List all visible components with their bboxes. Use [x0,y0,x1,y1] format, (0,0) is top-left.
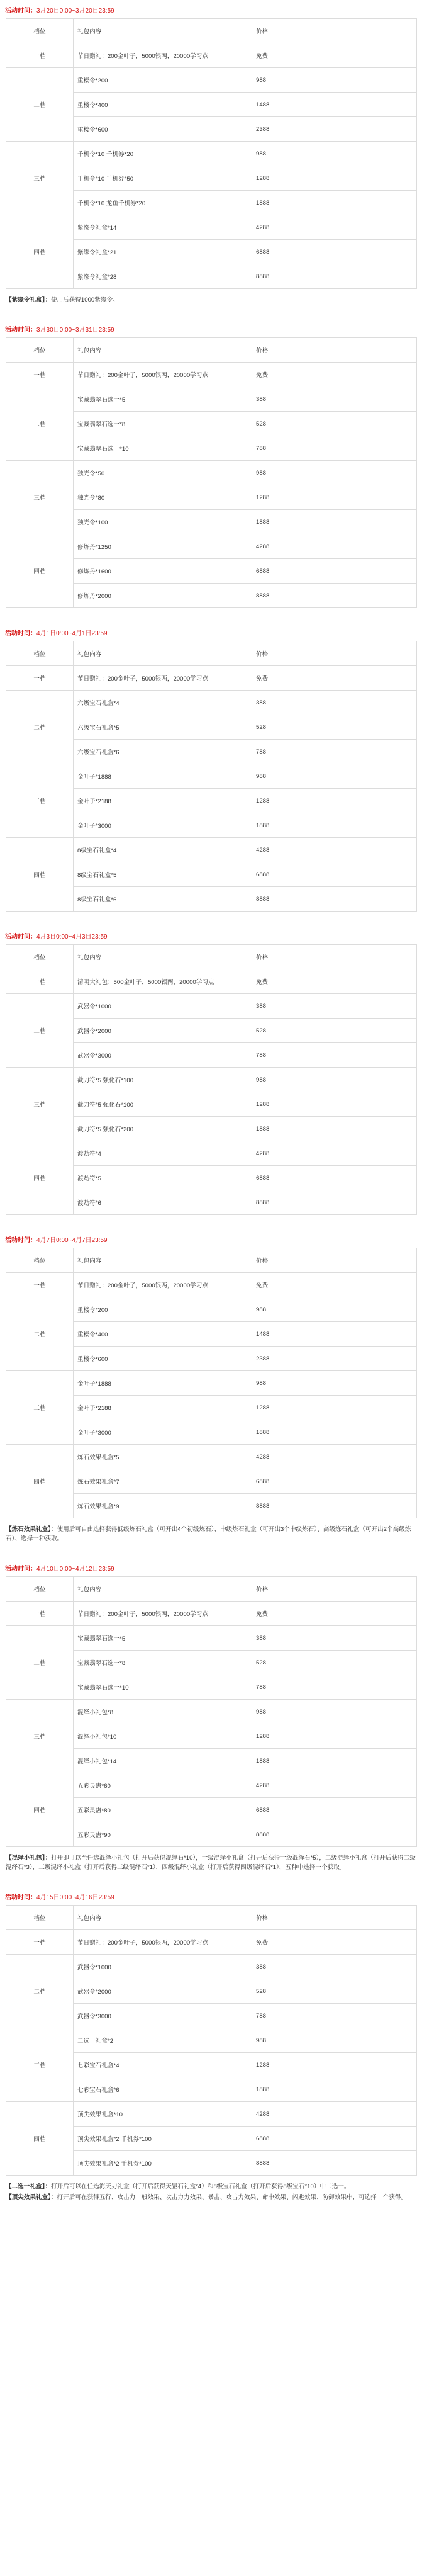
tier-name: 三档 [6,764,74,838]
pack-content: 千机令*10 千机券*50 [74,166,252,191]
pack-price: 1488 [252,1322,417,1347]
pack-price: 1488 [252,93,417,117]
pack-content: 炼石效果礼盒*9 [74,1494,252,1518]
pack-content: 宝藏翡翠石选一*5 [74,1626,252,1651]
pack-price: 6888 [252,240,417,264]
event-time-label: 活动时间： [5,1566,36,1573]
event-time-heading [0,324,422,337]
event-section [0,4,422,305]
pack-price: 528 [252,715,417,740]
pack-content: 顶尖效果礼盒*10 [74,2102,252,2127]
pack-content: 武器令*1000 [74,1955,252,1979]
table-header-row [6,1906,417,1930]
pack-content: 宝藏翡翠石选一*10 [74,1675,252,1700]
tier-name: 三档 [6,461,74,534]
table-header-row [6,945,417,969]
tier-name: 四档 [6,1141,74,1215]
header-tier: 档位 [6,641,74,666]
pack-price: 988 [252,2028,417,2053]
table-row [6,387,417,412]
gift-pack-table [6,1905,417,2176]
pack-content: 宝藏翡翠石选一*5 [74,387,252,412]
tier-name: 一档 [6,666,74,691]
pack-content: 五彩灵蛊*80 [74,1798,252,1822]
pack-price: 4288 [252,1141,417,1166]
pack-price: 6888 [252,2127,417,2151]
pack-content: 节日赠礼：200金叶子，5000银两，20000学习点 [74,666,252,691]
pack-price: 6888 [252,559,417,584]
tier-name: 二档 [6,387,74,461]
note-title: 【紫缘令礼盒】 [6,297,45,303]
table-row [6,1371,417,1396]
event-time-range: 3月20日0:00~3月20日23:59 [36,8,114,14]
pack-content: 混绎小礼包*8 [74,1700,252,1724]
pack-price: 2388 [252,1347,417,1371]
event-section [0,930,422,1215]
header-content: 礼包内容 [74,19,252,43]
pack-price: 788 [252,740,417,764]
tier-name: 二档 [6,994,74,1068]
header-tier: 档位 [6,1248,74,1273]
pack-content: 8级宝石礼盒*5 [74,862,252,887]
pack-price: 1888 [252,1749,417,1773]
pack-note [6,2193,416,2202]
pack-price: 4288 [252,215,417,240]
header-price: 价格 [252,19,417,43]
header-price: 价格 [252,1248,417,1273]
table-header-row [6,338,417,363]
pack-price: 528 [252,1979,417,2004]
tier-name: 三档 [6,142,74,215]
pack-content: 修炼丹*1600 [74,559,252,584]
table-header-row [6,19,417,43]
pack-content: 武器令*1000 [74,994,252,1019]
pack-price: 388 [252,387,417,412]
pack-price: 免费 [252,1602,417,1626]
gift-pack-table [6,1576,417,1847]
tier-name: 一档 [6,363,74,387]
header-price: 价格 [252,945,417,969]
table-row [6,1445,417,1469]
pack-note [6,295,416,305]
pack-price: 4288 [252,534,417,559]
pack-content: 截刀符*5 强化石*100 [74,1068,252,1092]
pack-price: 1288 [252,1724,417,1749]
pack-price: 免费 [252,1273,417,1297]
pack-content: 七彩宝石礼盒*6 [74,2077,252,2102]
table-header-row [6,1248,417,1273]
pack-price: 4288 [252,1445,417,1469]
event-time-label: 活动时间： [5,630,36,637]
gift-pack-table [6,641,417,912]
header-tier: 档位 [6,1577,74,1602]
note-text: ：打开即可以至任选混绎小礼包（打开后获得混绎石*10），一级混绎小礼盒（打开后获得一级混绎石*5），二级混绎小礼盒（打开后获得二级混绎石*3），三级混绎小礼盒（打开后获得三级混绎石*1），四级混绎小礼盒（打开后获得四级混绎石*1），五种中选择一个获取。 [6,1855,416,1871]
pack-content: 节日赠礼：200金叶子，5000银两，20000学习点 [74,1273,252,1297]
event-time-label: 活动时间： [5,8,36,14]
pack-content: 金叶子*2188 [74,1396,252,1420]
event-time-label: 活动时间： [5,327,36,334]
pack-content: 六级宝石礼盒*5 [74,715,252,740]
note-text: ：使用后可自由选择获得低级炼石礼盒（可开出4个初级炼石）、中级炼石礼盒（可开出3个中级炼石）、高级炼石礼盒（可开出2个高级炼石）、选择一种获取。 [6,1526,411,1542]
pack-note [6,2182,416,2191]
event-section [0,627,422,912]
pack-price: 免费 [252,363,417,387]
pack-content: 武器令*3000 [74,1043,252,1068]
pack-price: 988 [252,1068,417,1092]
table-row [6,2028,417,2053]
pack-price: 1888 [252,510,417,534]
pack-price: 1288 [252,789,417,813]
pack-price: 1888 [252,1117,417,1141]
pack-content: 宝藏翡翠石选一*8 [74,412,252,436]
pack-content: 独光令*80 [74,485,252,510]
tier-name: 四档 [6,838,74,912]
table-header-row [6,1577,417,1602]
event-time-heading [0,930,422,944]
event-time-heading [0,1234,422,1248]
header-price: 价格 [252,1906,417,1930]
pack-content: 炼石效果礼盒*5 [74,1445,252,1469]
pack-price: 988 [252,68,417,93]
table-row [6,1141,417,1166]
pack-content: 炼石效果礼盒*7 [74,1469,252,1494]
pack-content: 六级宝石礼盒*6 [74,740,252,764]
tier-name: 二档 [6,68,74,142]
pack-price: 免费 [252,969,417,994]
table-row [6,1273,417,1297]
tier-name: 三档 [6,2028,74,2102]
pack-content: 重楼令*600 [74,117,252,142]
pack-content: 截刀符*5 强化石*100 [74,1092,252,1117]
pack-content: 混绎小礼包*10 [74,1724,252,1749]
pack-content: 重楼令*400 [74,93,252,117]
pack-price: 4288 [252,1773,417,1798]
pack-price: 788 [252,436,417,461]
tier-name: 二档 [6,1626,74,1700]
header-price: 价格 [252,1577,417,1602]
event-time-label: 活动时间： [5,934,36,941]
pack-content: 武器令*3000 [74,2004,252,2028]
pack-content: 千机令*10 龙鱼千机券*20 [74,191,252,215]
pack-content: 六级宝石礼盒*4 [74,691,252,715]
pack-price: 1888 [252,191,417,215]
event-time-range: 4月1日0:00~4月1日23:59 [36,630,108,637]
table-row [6,461,417,485]
tier-name: 二档 [6,1297,74,1371]
pack-content: 重楼令*200 [74,68,252,93]
pack-price: 免费 [252,666,417,691]
pack-price: 1288 [252,2053,417,2077]
pack-content: 清明大礼包：500金叶子，5000银两，20000学习点 [74,969,252,994]
pack-price: 988 [252,1700,417,1724]
pack-price: 788 [252,2004,417,2028]
pack-content: 武器令*2000 [74,1979,252,2004]
pack-content: 金叶子*2188 [74,789,252,813]
pack-price: 788 [252,1675,417,1700]
pack-price: 988 [252,1371,417,1396]
pack-content: 紫缘令礼盒*21 [74,240,252,264]
table-row [6,1955,417,1979]
tier-name: 一档 [6,43,74,68]
pack-content: 千机令*10 千机券*20 [74,142,252,166]
pack-price: 1888 [252,2077,417,2102]
table-row [6,215,417,240]
tier-name: 二档 [6,1955,74,2028]
header-content: 礼包内容 [74,338,252,363]
table-row [6,1930,417,1955]
table-row [6,1700,417,1724]
pack-content: 独光令*50 [74,461,252,485]
tier-name: 四档 [6,2102,74,2176]
header-tier: 档位 [6,338,74,363]
table-row [6,1068,417,1092]
pack-price: 8888 [252,264,417,289]
pack-content: 混绎小礼包*14 [74,1749,252,1773]
pack-content: 渡劫符*4 [74,1141,252,1166]
table-row [6,363,417,387]
table-row [6,691,417,715]
pack-price: 988 [252,1297,417,1322]
pack-price: 988 [252,461,417,485]
pack-price: 788 [252,1043,417,1068]
pack-content: 修炼丹*2000 [74,584,252,608]
event-time-heading [0,1891,422,1905]
pack-content: 五彩灵蛊*90 [74,1822,252,1847]
pack-content: 节日赠礼：200金叶子，5000银两，20000学习点 [74,363,252,387]
pack-price: 1888 [252,813,417,838]
tier-name: 三档 [6,1068,74,1141]
header-tier: 档位 [6,1906,74,1930]
pack-content: 七彩宝石礼盒*4 [74,2053,252,2077]
pack-content: 宝藏翡翠石选一*8 [74,1651,252,1675]
pack-content: 修炼丹*1250 [74,534,252,559]
event-time-range: 4月15日0:00~4月16日23:59 [36,1894,114,1901]
pack-price: 8888 [252,1494,417,1518]
pack-content: 节日赠礼：200金叶子，5000银两，20000学习点 [74,1930,252,1955]
pack-note [6,1853,416,1872]
pack-price: 1288 [252,1092,417,1117]
pack-price: 2388 [252,117,417,142]
pack-content: 金叶子*1888 [74,764,252,789]
note-text: ：打开后可以在任选海天刃礼盒（打开后获得天罡石礼盒*4）和8级宝石礼盒（打开后获得8级宝石*10）中二选一。 [45,2183,350,2190]
pack-price: 6888 [252,862,417,887]
table-row [6,43,417,68]
pack-content: 8级宝石礼盒*6 [74,887,252,912]
event-time-heading [0,627,422,641]
pack-price: 988 [252,142,417,166]
pack-price: 1288 [252,485,417,510]
table-row [6,534,417,559]
pack-price: 1288 [252,1396,417,1420]
pack-content: 重楼令*600 [74,1347,252,1371]
event-section [0,1562,422,1872]
pack-price: 388 [252,994,417,1019]
pack-price: 388 [252,1626,417,1651]
gift-pack-table [6,944,417,1215]
table-row [6,1602,417,1626]
pack-price: 6888 [252,1166,417,1190]
table-row [6,764,417,789]
tier-name: 一档 [6,1273,74,1297]
tier-name: 二档 [6,691,74,764]
table-row [6,994,417,1019]
table-row [6,1773,417,1798]
event-time-range: 4月3日0:00~4月3日23:59 [36,934,108,941]
event-section [0,1891,422,2202]
pack-content: 顶尖效果礼盒*2 千机券*100 [74,2127,252,2151]
table-row [6,142,417,166]
header-content: 礼包内容 [74,641,252,666]
gift-pack-table [6,1248,417,1518]
pack-price: 6888 [252,1798,417,1822]
pack-price: 528 [252,1019,417,1043]
gift-pack-table [6,337,417,608]
tier-name: 一档 [6,1602,74,1626]
pack-price: 8888 [252,1822,417,1847]
table-row [6,969,417,994]
pack-price: 8888 [252,887,417,912]
pack-content: 渡劫符*5 [74,1166,252,1190]
pack-content: 金叶子*1888 [74,1371,252,1396]
header-content: 礼包内容 [74,1577,252,1602]
header-tier: 档位 [6,945,74,969]
header-price: 价格 [252,338,417,363]
table-row [6,2102,417,2127]
pack-content: 独光令*100 [74,510,252,534]
pack-price: 4288 [252,2102,417,2127]
note-title: 【二选一礼盒】 [6,2183,45,2190]
pack-note [6,1525,416,1544]
event-time-range: 4月10日0:00~4月12日23:59 [36,1566,114,1573]
gift-pack-table [6,18,417,289]
pack-price: 免费 [252,1930,417,1955]
pack-price: 1288 [252,166,417,191]
header-content: 礼包内容 [74,1248,252,1273]
pack-price: 8888 [252,2151,417,2176]
pack-content: 节日赠礼：200金叶子，5000银两，20000学习点 [74,43,252,68]
tier-name: 三档 [6,1371,74,1445]
table-row [6,68,417,93]
note-title: 【混绎小礼包】 [6,1855,45,1861]
note-text: ：打开后可在获得五行、攻击力一般效果、攻击力力效果、暴击、攻击力效果、命中效果、闪避效果、防御效果中，可选择一个获得。 [50,2194,407,2201]
pack-content: 节日赠礼：200金叶子，5000银两，20000学习点 [74,1602,252,1626]
pack-price: 4288 [252,838,417,862]
pack-content: 紫缘令礼盒*14 [74,215,252,240]
pack-content: 顶尖效果礼盒*2 千机券*100 [74,2151,252,2176]
table-row [6,666,417,691]
header-tier: 档位 [6,19,74,43]
pack-price: 528 [252,1651,417,1675]
event-time-label: 活动时间： [5,1894,36,1901]
pack-content: 武器令*2000 [74,1019,252,1043]
event-time-range: 3月30日0:00~3月31日23:59 [36,327,114,334]
pack-price: 388 [252,1955,417,1979]
table-row [6,838,417,862]
pack-price: 388 [252,691,417,715]
pack-content: 重楼令*200 [74,1297,252,1322]
note-text: ：使用后获得1000紫缘令。 [45,297,119,303]
pack-content: 8级宝石礼盒*4 [74,838,252,862]
tier-name: 一档 [6,1930,74,1955]
pack-content: 金叶子*3000 [74,1420,252,1445]
event-time-heading [0,4,422,18]
pack-content: 截刀符*5 强化石*200 [74,1117,252,1141]
pack-price: 8888 [252,1190,417,1215]
pack-content: 重楼令*400 [74,1322,252,1347]
event-section [0,324,422,608]
tier-name: 三档 [6,1700,74,1773]
table-header-row [6,641,417,666]
note-title: 【顶尖效果礼盒】 [6,2194,51,2201]
tier-name: 四档 [6,534,74,608]
header-content: 礼包内容 [74,945,252,969]
pack-price: 免费 [252,43,417,68]
pack-content: 金叶子*3000 [74,813,252,838]
pack-content: 宝藏翡翠石选一*10 [74,436,252,461]
note-title: 【炼石效果礼盒】 [6,1526,51,1533]
pack-content: 五彩灵蛊*60 [74,1773,252,1798]
tier-name: 四档 [6,1445,74,1518]
event-time-heading [0,1562,422,1576]
pack-price: 528 [252,412,417,436]
pack-content: 二选一礼盒*2 [74,2028,252,2053]
pack-price: 8888 [252,584,417,608]
pack-content: 渡劫符*6 [74,1190,252,1215]
event-time-range: 4月7日0:00~4月7日23:59 [36,1237,108,1244]
pack-price: 988 [252,764,417,789]
tier-name: 四档 [6,1773,74,1847]
event-time-label: 活动时间： [5,1237,36,1244]
table-row [6,1626,417,1651]
table-row [6,1297,417,1322]
header-content: 礼包内容 [74,1906,252,1930]
pack-price: 6888 [252,1469,417,1494]
tier-name: 一档 [6,969,74,994]
pack-price: 1888 [252,1420,417,1445]
event-section [0,1234,422,1544]
tier-name: 四档 [6,215,74,289]
header-price: 价格 [252,641,417,666]
pack-content: 紫缘令礼盒*28 [74,264,252,289]
